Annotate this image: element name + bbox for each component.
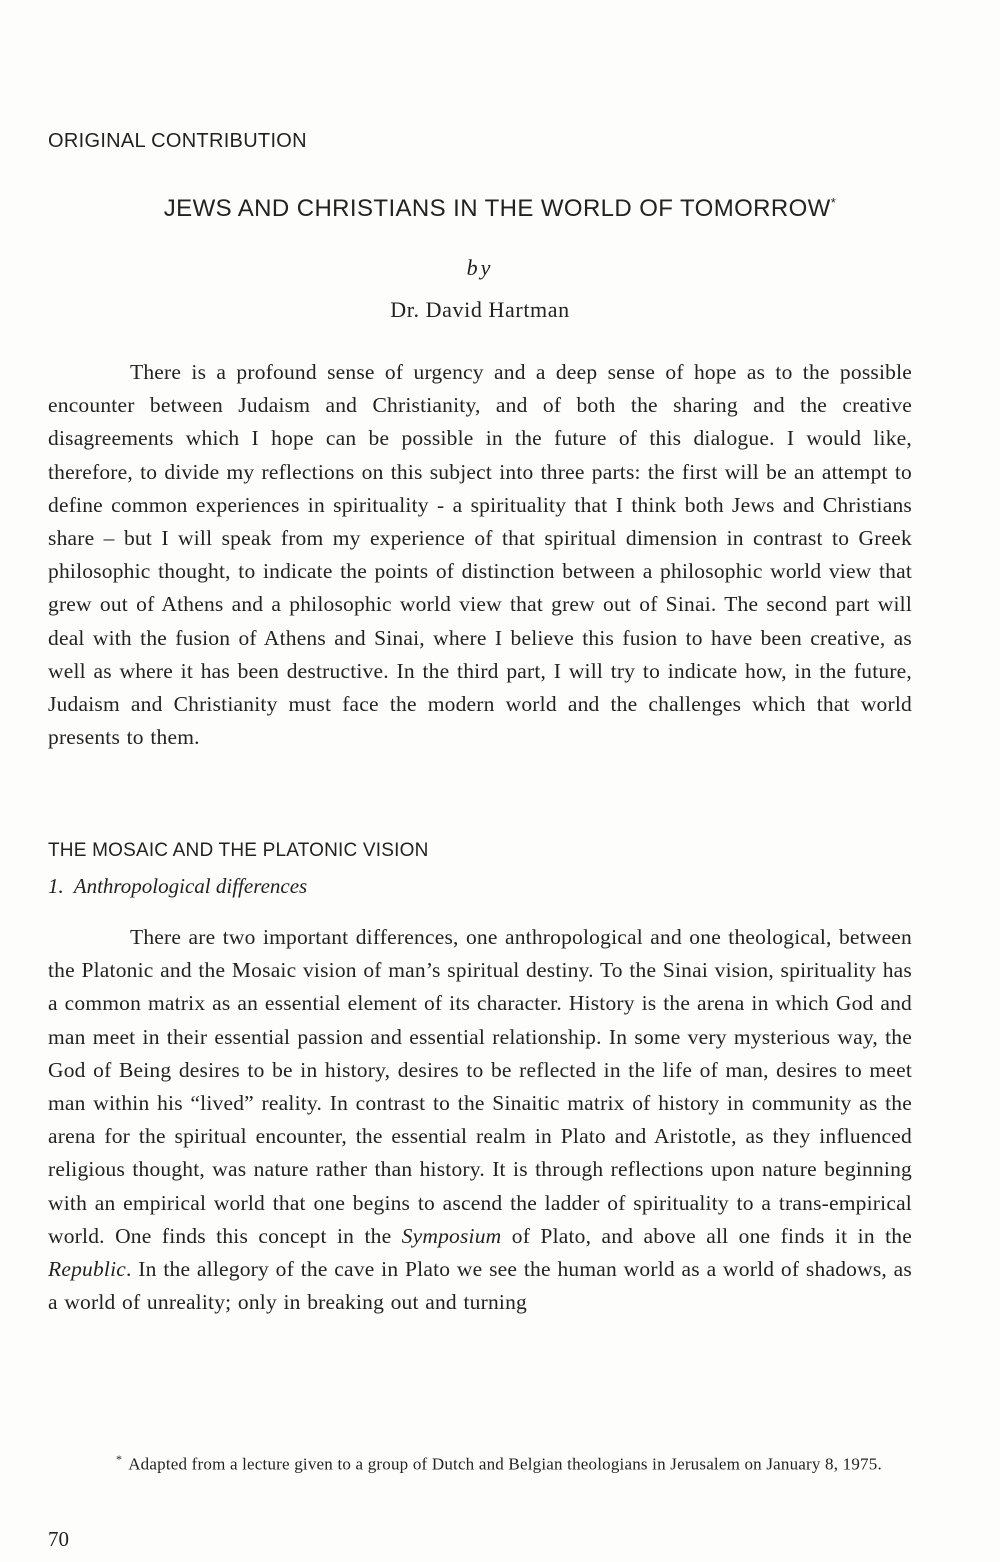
author-name: Dr. David Hartman [390,297,570,322]
section-label: ORIGINAL CONTRIBUTION [48,130,307,152]
body-italic-symposium: Symposium [401,1223,502,1248]
section-heading: THE MOSAIC AND THE PLATONIC VISION [48,840,429,861]
article-title-text: JEWS AND CHRISTIANS IN THE WORLD OF TOMORROW [163,195,831,222]
body-text-part1: There are two important differences, one anthropological and one theological, between the Platonic and the Mosaic vision of man’s spiritual destiny. To the Sinai vision, spirituality has a common matrix as an essential element of its character. History is the arena in which God and man meet in their essential passion and essential relationship. In some very mysterious way, the God of Being desires to be in history, desires to be reflected in the life of man, desires to meet man within his “lived” reality. In contrast to the Sinaitic matrix of history in community as the arena for the spiritual encounter, the essential realm in Plato and Aristotle, as they influenced religious thought, was nature rather than history. It is through reflections upon nature beginning with an empirical world that one begins to ascend the ladder of spirituality to a trans-empirical world. One finds this concept in the [48,925,912,1248]
footnote-text: Adapted from a lecture given to a group of Dutch and Belgian theologians in Jerusalem on January 8, 1975. [128,1454,882,1474]
footnote [48,1446,912,1478]
body-paragraph [48,921,912,1319]
body-italic-republic: Republic [48,1257,127,1282]
body-text-part3: . In the allegory of the cave in Plato we see the human world as a world of shadows, as a world of unreality; only in breaking out and turning [48,1257,912,1315]
footnote-mark: * [116,1452,123,1466]
intro-paragraph [48,356,912,754]
subsection-heading [48,874,307,899]
page-number: 70 [48,1527,69,1551]
article-title [0,195,1000,223]
intro-paragraph-text: There is a profound sense of urgency and a deep sense of hope as to the possible encounter between Judaism and Christianity, and of both the sharing and the creative disagreements which I hope can be possible in the future of this dialogue. I would like, therefore, to divide my reflections on this subject into three parts: the first will be an attempt to define common experiences in spirituality - a spirituality that I think both Jews and Christians share – but I will speak from my experience of that spiritual dimension in contrast to Greek philosophic thought, to indicate the points of distinction between a philosophic world view that grew out of Athens and a philosophic world view that grew out of Sinai. The second part will deal with the fusion of Athens and Sinai, where I believe this fusion to have been creative, as well as where it has been destructive. In the third part, I will try to indicate how, in the future, Judaism and Christianity must face the modern world and the challenges which that world presents to them. [48,360,912,750]
subsection-number: 1. [48,874,64,898]
byline: by [466,255,494,280]
subsection-title: Anthropological differences [73,874,308,898]
title-footnote-mark: * [830,195,837,210]
body-text-part2: of Plato, and above all one finds it in the [501,1223,912,1248]
